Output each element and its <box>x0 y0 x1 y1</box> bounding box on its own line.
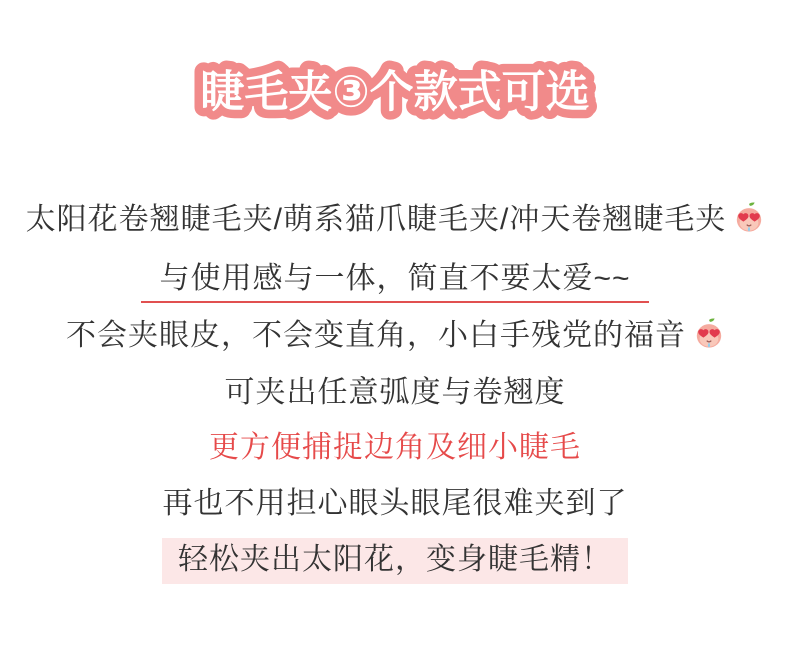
feature-line-love <box>0 262 790 303</box>
heart-eyes-peach-emoji <box>734 202 764 242</box>
bubble-title-svg <box>115 44 675 140</box>
heart-eyes-peach-emoji <box>694 318 724 358</box>
feature-line-no-worry <box>0 487 790 521</box>
feature-line-no-worry-text: 再也不用担心眼头眼尾很难夹到了 <box>162 487 628 520</box>
feature-line-no-pinch <box>0 318 790 358</box>
red-underlined-text: 与使用感与一体，简直不要太爱~~ <box>141 263 648 303</box>
feature-line-variants-text: 太阳花卷翘睫毛夹/萌系猫爪睫毛夹/冲天卷翘睫毛夹 <box>25 203 727 236</box>
page-title <box>0 44 790 140</box>
feature-line-corners <box>0 431 790 465</box>
emoji-leaf <box>749 202 755 205</box>
red-emphasis-text: 更方便捕捉边角及细小睫毛 <box>209 431 581 464</box>
feature-line-variants <box>0 202 790 242</box>
feature-line-curl-text: 可夹出任意弧度与卷翘度 <box>224 376 566 409</box>
feature-line-no-pinch-text: 不会夹眼皮，不会变直角，小白手残党的福音 <box>66 319 686 352</box>
feature-line-sunflower <box>0 538 790 584</box>
page-title-text: 睫毛夹③个款式可选 <box>200 67 590 117</box>
emoji-leaf <box>709 318 715 321</box>
pink-highlighted-text: 轻松夹出太阳花，变身睫毛精！ <box>162 538 628 584</box>
feature-line-curl <box>0 376 790 410</box>
